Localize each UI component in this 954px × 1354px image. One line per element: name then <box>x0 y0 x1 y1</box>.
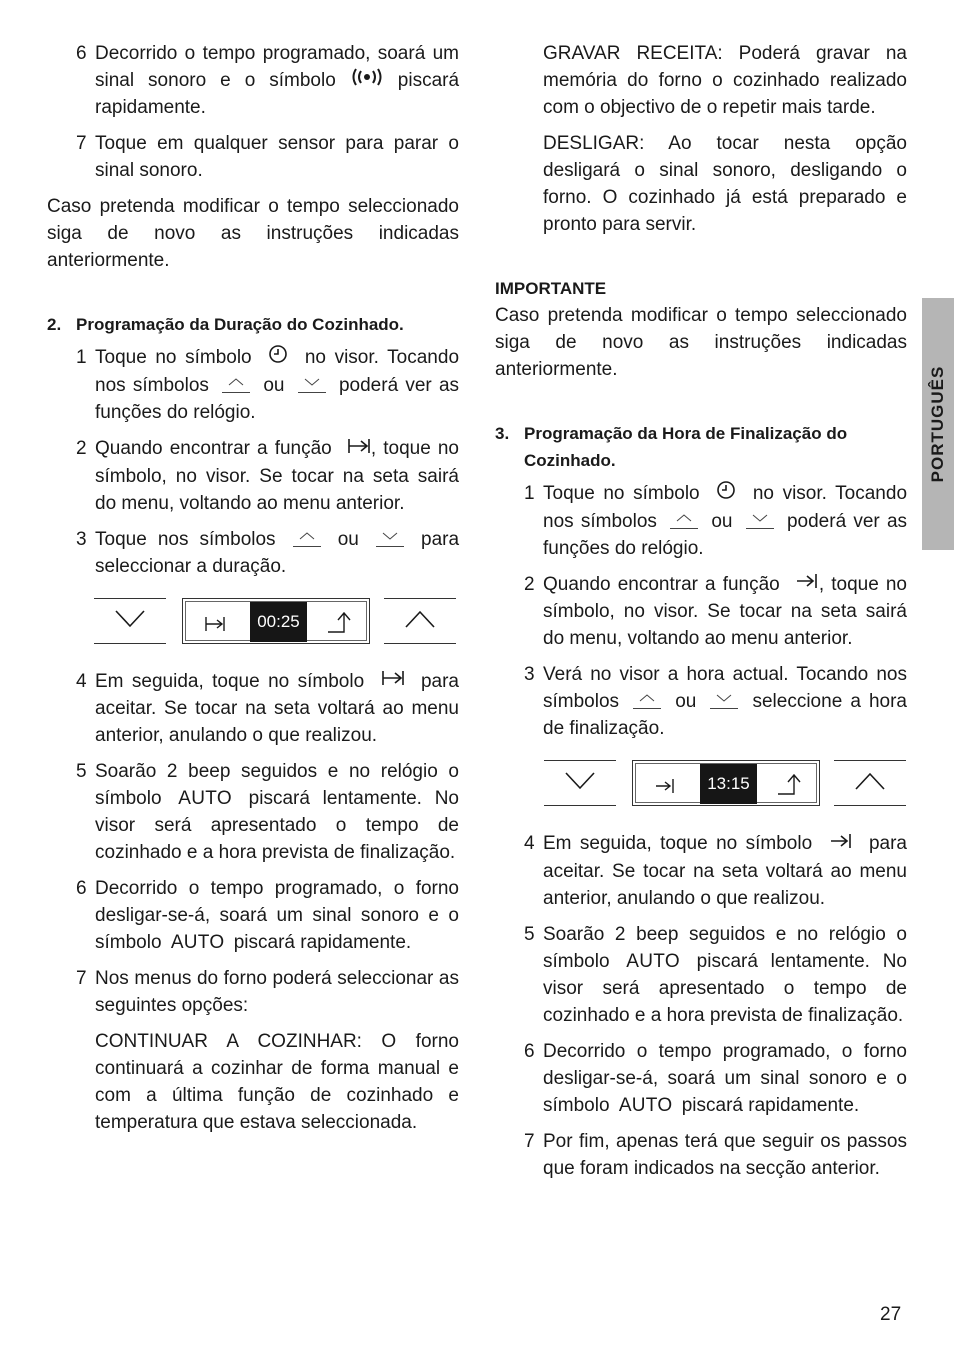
duration-icon <box>381 668 405 695</box>
step-2: 2 Quando encontrar a função , toque no símbolo, no visor. Se tocar na seta sairá do menu, voltando ao menu anterior. <box>495 571 907 652</box>
time-display: 13:15 <box>700 764 757 804</box>
step-3: 3 Verá no visor a hora actual. Tocando nos símbolos ou seleccione a hora de finalização. <box>524 664 908 740</box>
down-arrow-icon <box>746 512 774 529</box>
option-save-recipe: GRAVAR RECEITA: Poderá gravar na memória do forno o cozinhado realizado com o objectivo de o repetir mais tarde. <box>543 43 907 118</box>
language-tab-label: PORTUGUÊS <box>928 365 947 483</box>
up-arrow-icon <box>670 512 698 529</box>
auto-symbol: AUTO <box>170 932 225 954</box>
down-key[interactable] <box>544 760 616 806</box>
down-arrow-icon <box>376 530 404 547</box>
auto-symbol: AUTO <box>618 1094 673 1116</box>
page-number: 27 <box>880 1304 902 1325</box>
step-5: 5 Soarão 2 beep seguidos e no relógio o símbolo AUTO piscará lentamente. No visor será apresentado o tempo de cozinhado e a hora prevista de finalização. <box>524 923 907 1026</box>
right-column <box>495 40 907 1191</box>
up-arrow-icon <box>633 692 661 709</box>
step-1: 1 Toque no símbolo no visor. Tocando nos símbolos ou poderá ver as funções do relógio. <box>47 344 459 426</box>
step-6: 6 Decorrido o tempo programado, o forno desligar-se-á, soará um sinal sonoro e o símbolo AUTO piscará rapidamente. <box>76 878 459 954</box>
down-arrow-icon <box>298 376 326 393</box>
duration-icon[interactable] <box>204 613 226 640</box>
option-continue: CONTINUAR A COZINHAR: O forno continuará a cozinhar de forma manual e com a última função de cozinhado e temperatura que estava seleccionada. <box>95 1031 459 1134</box>
time-display: 00:25 <box>250 602 307 642</box>
back-arrow-icon[interactable] <box>776 772 806 804</box>
language-tab <box>922 298 954 550</box>
end-time-control-panel <box>544 760 908 808</box>
step-4: 4 Em seguida, toque no símbolo para aceitar. Se tocar na seta voltará ao menu anterior, anulando o que realizou. <box>47 668 459 749</box>
step-6-alarm: 6 Decorrido o tempo programado, soará um sinal sonoro e o símbolo piscará rapidamente. <box>76 43 460 119</box>
important-heading: IMPORTANTE <box>495 279 607 298</box>
up-arrow-icon <box>222 376 250 393</box>
step-7: 7 Por fim, apenas terá que seguir os passos que foram indicados na secção anterior. <box>524 1130 907 1179</box>
up-arrow-icon <box>293 530 321 547</box>
step-4: 4 Em seguida, toque no símbolo para aceitar. Se tocar na seta voltará ao menu anterior, anulando o que realizou. <box>495 830 907 911</box>
auto-symbol: AUTO <box>178 788 232 810</box>
modify-note: Caso pretenda modificar o tempo seleccionado siga de novo as instruções indicadas anteriormente. <box>47 196 459 272</box>
modify-note: Caso pretenda modificar o tempo seleccionado siga de novo as instruções indicadas anteriormente. <box>495 305 907 380</box>
end-time-icon <box>795 571 819 598</box>
auto-symbol: AUTO <box>626 950 680 972</box>
step-6: 6 Decorrido o tempo programado, o forno desligar-se-á, soará um sinal sonoro e o símbolo AUTO piscará rapidamente. <box>524 1040 907 1116</box>
step-7-stop: 7 Toque em qualquer sensor para parar o sinal sonoro. <box>76 133 459 182</box>
sound-signal-icon <box>350 67 384 94</box>
duration-control-panel <box>94 598 458 646</box>
step-2: 2 Quando encontrar a função , toque no símbolo, no visor. Se tocar na seta sairá do menu, voltando ao menu anterior. <box>47 435 459 516</box>
back-arrow-icon[interactable] <box>326 610 356 642</box>
clock-icon <box>716 480 736 508</box>
display-screen <box>632 760 820 806</box>
up-key[interactable] <box>384 598 456 644</box>
duration-icon <box>347 436 371 463</box>
up-key[interactable] <box>834 760 906 806</box>
step-5: 5 Soarão 2 beep seguidos e no relógio o símbolo AUTO piscará lentamente. No visor será apresentado o tempo de cozinhado e a hora prevista de finalização. <box>76 761 459 864</box>
clock-icon <box>268 344 288 372</box>
step-3: 3 Toque nos símbolos ou para seleccionar a duração. <box>76 528 460 577</box>
end-time-icon <box>829 831 853 858</box>
left-column <box>47 40 459 1145</box>
end-time-icon[interactable] <box>654 775 676 802</box>
option-turn-off: DESLIGAR: Ao tocar nesta opção desligará o sinal sonoro, desligando o forno. O cozinhado já está preparado e pronto para servir. <box>543 133 907 235</box>
down-key[interactable] <box>94 598 166 644</box>
display-screen <box>182 598 370 644</box>
down-arrow-icon <box>710 692 738 709</box>
section-heading-3: 3. Programação da Hora de Finalização do Cozinhado. <box>495 424 848 470</box>
section-heading-2: 2. Programação da Duração do Cozinhado. <box>47 315 404 335</box>
step-1: 1 Toque no símbolo no visor. Tocando nos símbolos ou poderá ver as funções do relógio. <box>495 480 907 562</box>
step-7: 7 Nos menus do forno poderá seleccionar as seguintes opções: <box>76 968 459 1017</box>
